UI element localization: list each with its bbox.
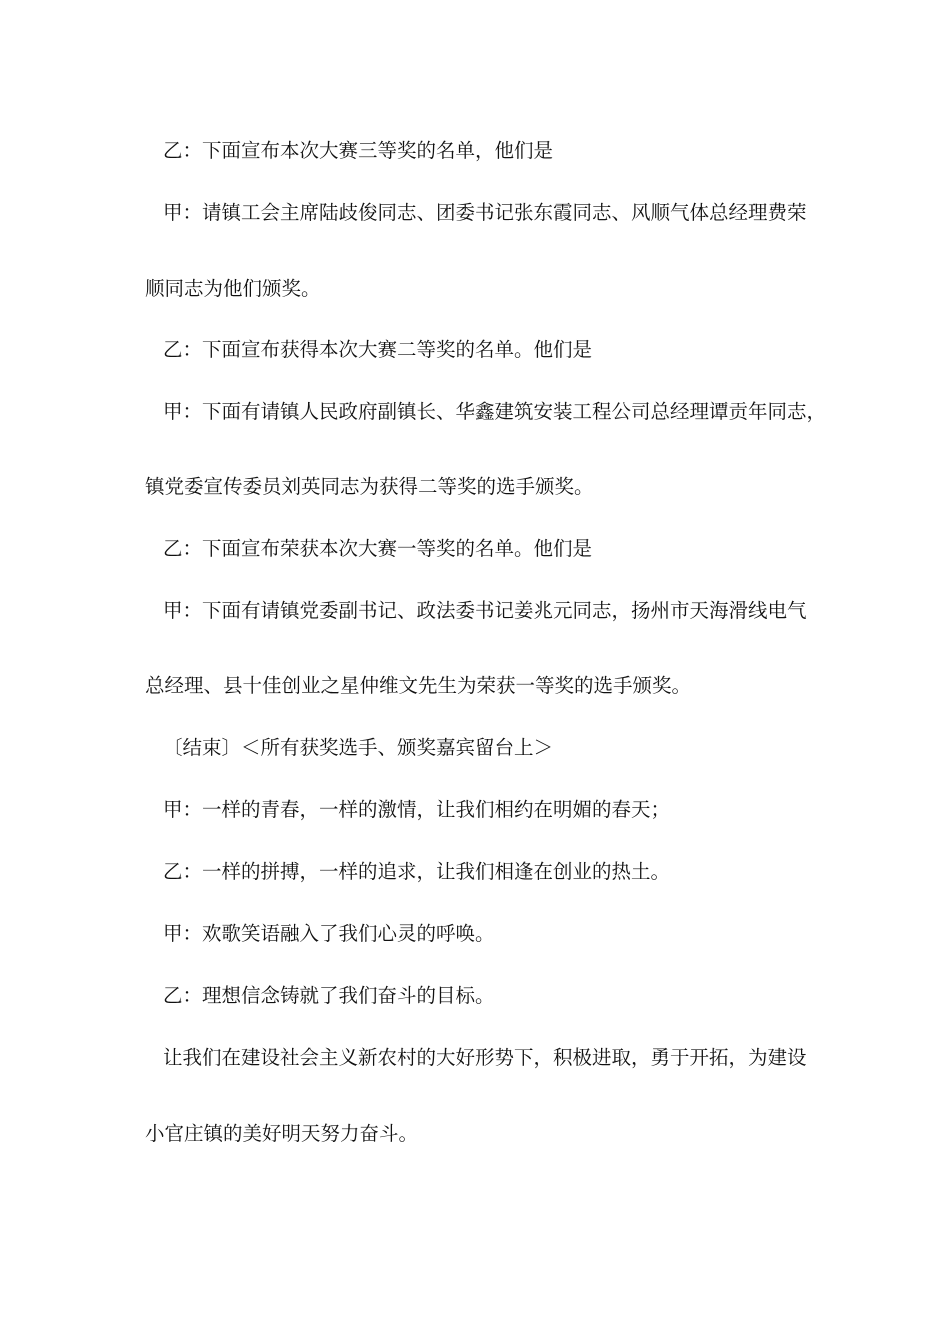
text-line: 甲：请镇工会主席陆歧俊同志、团委书记张东霞同志、风顺气体总经理费荣	[163, 201, 807, 224]
text-line: 甲：下面有请镇党委副书记、政法委书记姜兆元同志，扬州市天海滑线电气	[163, 599, 807, 622]
text-line: 乙：一样的拼搏，一样的追求，让我们相逢在创业的热土。	[163, 860, 671, 883]
text-line: 乙：理想信念铸就了我们奋斗的目标。	[163, 984, 495, 1007]
text-line: 乙：下面宣布获得本次大赛二等奖的名单。他们是	[163, 338, 593, 361]
text-line: 镇党委宣传委员刘英同志为获得二等奖的选手颁奖。	[145, 475, 594, 498]
text-line: 乙：下面宣布本次大赛三等奖的名单，他们是	[163, 139, 554, 162]
text-line: 甲：下面有请镇人民政府副镇长、华鑫建筑安装工程公司总经理谭贡年同志，	[163, 400, 827, 423]
text-line: 让我们在建设社会主义新农村的大好形势下，积极进取，勇于开拓，为建设	[163, 1046, 807, 1069]
text-line: 甲：欢歌笑语融入了我们心灵的呼唤。	[163, 922, 495, 945]
text-line: 小官庄镇的美好明天努力奋斗。	[145, 1122, 419, 1145]
text-line: 〔结束〕＜所有获奖选手、颁奖嘉宾留台上＞	[163, 736, 554, 759]
text-line: 顺同志为他们颁奖。	[145, 277, 321, 300]
text-line: 甲：一样的青春，一样的激情，让我们相约在明媚的春天；	[163, 798, 671, 821]
text-line: 总经理、县十佳创业之星仲维文先生为荣获一等奖的选手颁奖。	[145, 674, 692, 697]
text-line: 乙：下面宣布荣获本次大赛一等奖的名单。他们是	[163, 537, 593, 560]
